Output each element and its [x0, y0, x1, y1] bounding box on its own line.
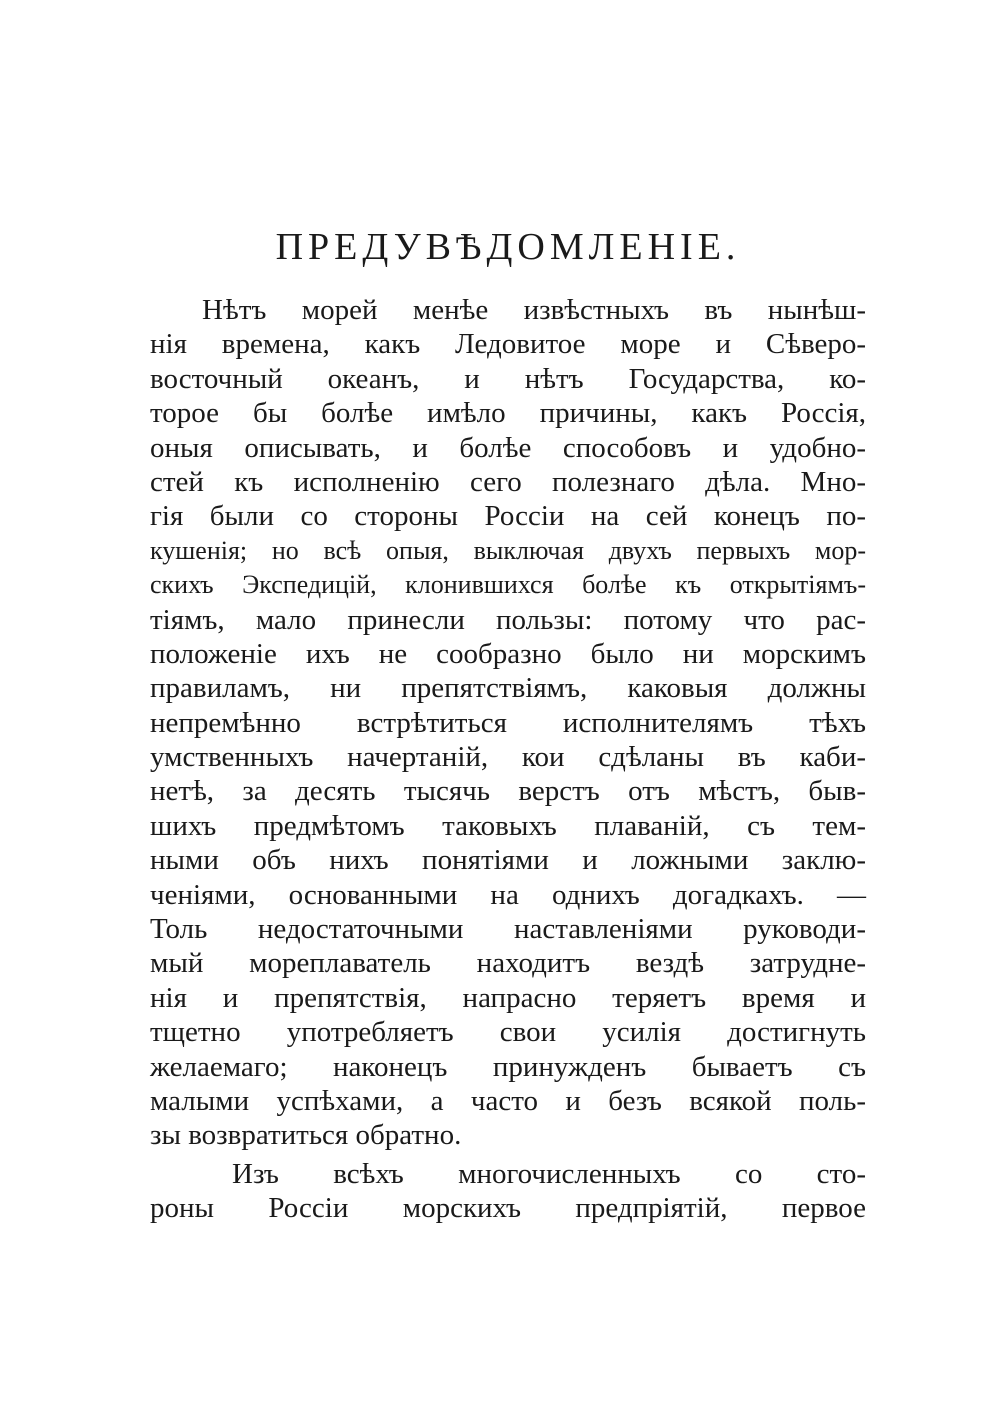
text-line: Толь недостаточными наставленіями руководи- — [150, 913, 866, 946]
text-line: малыми успѣхами, а часто и безъ всякой поль- — [150, 1084, 866, 1117]
text-line: ными объ нихъ понятіями и ложными заклю- — [150, 844, 866, 877]
text-line: положеніе ихъ не сообразно было ни морскимъ — [150, 637, 866, 670]
text-line: зы возвратиться обратно. — [150, 1119, 462, 1152]
text-line: нія и препятствія, напрасно теряетъ время и — [150, 981, 866, 1014]
text-line: умственныхъ начертаній, кои сдѣланы въ каби- — [150, 741, 866, 774]
text-line: тщетно употребляетъ свои усилія достигнуть — [150, 1016, 866, 1049]
text-line: тіямъ, мало принесли пользы: потому что рас- — [150, 603, 866, 636]
text-line: Изъ всѣхъ многочисленныхъ со сто- — [232, 1157, 866, 1190]
text-line: желаемаго; наконецъ принужденъ бываетъ съ — [150, 1050, 866, 1083]
text-line: кушенія; но всѣ опыя, выключая двухъ первыхъ мор- — [150, 535, 866, 565]
text-line: непремѣнно встрѣтиться исполнителямъ тѣхъ — [150, 706, 866, 739]
text-line: ченіями, основанными на однихъ догадкахъ. — — [150, 878, 866, 911]
text-line: шихъ предмѣтомъ таковыхъ плаваній, съ тем- — [150, 809, 866, 842]
text-line: Нѣтъ морей менѣе извѣстныхъ въ нынѣш- — [202, 294, 866, 326]
text-line: восточный океанъ, и нѣтъ Государства, ко- — [150, 362, 866, 395]
text-line: стей къ исполненію сего полезнаго дѣла. Мно- — [150, 465, 866, 498]
page-title: ПРЕДУВѢДОМЛЕНІЕ. — [275, 226, 741, 268]
text-line: нія времена, какъ Ледовитое море и Сѣверо- — [150, 328, 866, 361]
body-text — [150, 293, 866, 1226]
text-line: гія были со стороны Россіи на сей конецъ по- — [150, 500, 866, 533]
text-line: правиламъ, ни препятствіямъ, каковыя должны — [150, 672, 866, 705]
text-line: нетѣ, за десять тысячь верстъ отъ мѣстъ, быв- — [150, 775, 866, 808]
text-line: скихъ Экспедицій, клонившихся болѣе къ открытіямъ- — [150, 570, 866, 600]
text-line: мый мореплаватель находитъ вездѣ затрудне- — [150, 947, 866, 980]
text-line: оныя описывать, и болѣе способовъ и удобно- — [150, 431, 866, 464]
text-line: роны Россіи морскихъ предпріятій, первое — [150, 1192, 866, 1225]
text-line: торое бы болѣе имѣло причины, какъ Россія, — [150, 397, 866, 430]
